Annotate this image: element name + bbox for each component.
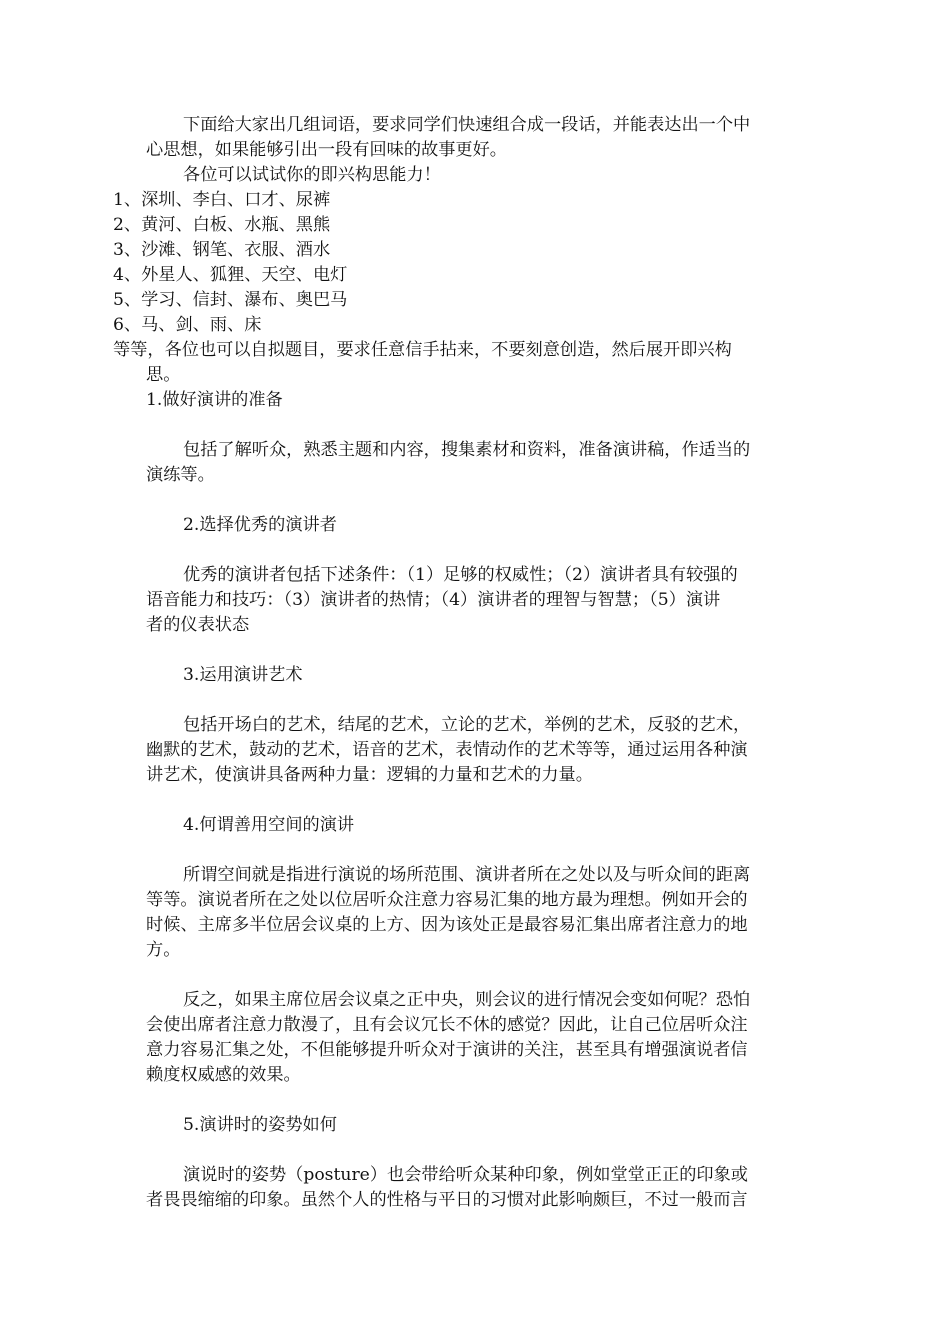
intro-line-3: 各位可以试试你的即兴构思能力！ <box>183 165 441 185</box>
word-group-3: 3、沙滩、钢笔、衣服、酒水 <box>113 240 331 260</box>
section-5-heading: 5.演讲时的姿势如何 <box>183 1115 337 1135</box>
section-3-body-line-2: 幽默的艺术，鼓动的艺术，语音的艺术，表情动作的艺术等等，通过运用各种演 <box>146 740 748 760</box>
closing-line-1: 等等，各位也可以自拟题目，要求任意信手拈来，不要刻意创造，然后展开即兴构 <box>113 340 732 360</box>
word-group-5: 5、学习、信封、瀑布、奥巴马 <box>113 290 348 310</box>
intro-line-2: 心思想，如果能够引出一段有回味的故事更好。 <box>146 140 507 160</box>
section-4-p2-line-1: 反之，如果主席位居会议桌之正中央，则会议的进行情况会变如何呢？恐怕 <box>183 990 751 1010</box>
section-4-p2-line-3: 意力容易汇集之处，不但能够提升听众对于演讲的关注，甚至具有增强演说者信 <box>146 1040 748 1060</box>
section-2-body-line-3: 者的仪表状态 <box>146 615 250 635</box>
closing-line-2: 思。 <box>146 365 181 385</box>
section-4-heading: 4.何谓善用空间的演讲 <box>183 815 355 835</box>
section-4-p2-line-2: 会使出席者注意力散漫了，且有会议冗长不休的感觉？因此，让自己位居听众注 <box>146 1015 748 1035</box>
word-group-1: 1、深圳、李白、口才、尿裤 <box>113 190 331 210</box>
section-4-p1-line-1: 所谓空间就是指进行演说的场所范围、演讲者所在之处以及与听众间的距离 <box>183 865 751 885</box>
word-group-6: 6、马、剑、雨、床 <box>113 315 262 335</box>
section-3-body-line-3: 讲艺术，使演讲具备两种力量：逻辑的力量和艺术的力量。 <box>146 765 593 785</box>
section-3-body-line-1: 包括开场白的艺术，结尾的艺术，立论的艺术，举例的艺术，反驳的艺术， <box>183 715 751 735</box>
word-group-4: 4、外星人、狐狸、天空、电灯 <box>113 265 348 285</box>
section-2-body-line-2: 语音能力和技巧：（3）演讲者的热情；（4）演讲者的理智与智慧；（5）演讲 <box>146 590 721 610</box>
word-group-2: 2、黄河、白板、水瓶、黑熊 <box>113 215 331 235</box>
section-1-body-line-1: 包括了解听众，熟悉主题和内容，搜集素材和资料，准备演讲稿，作适当的 <box>183 440 751 460</box>
section-1-heading: 1.做好演讲的准备 <box>146 390 283 410</box>
section-2-heading: 2.选择优秀的演讲者 <box>183 515 337 535</box>
section-3-heading: 3.运用演讲艺术 <box>183 665 303 685</box>
section-2-body-line-1: 优秀的演讲者包括下述条件：（1）足够的权威性；（2）演讲者具有较强的 <box>183 565 738 585</box>
section-4-p1-line-3: 时候、主席多半位居会议桌的上方、因为该处正是最容易汇集出席者注意力的地 <box>146 915 748 935</box>
section-5-body-line-2: 者畏畏缩缩的印象。虽然个人的性格与平日的习惯对此影响颇巨，不过一般而言 <box>146 1190 748 1210</box>
intro-line-1: 下面给大家出几组词语，要求同学们快速组合成一段话，并能表达出一个中 <box>183 115 751 135</box>
section-4-p1-line-2: 等等。演说者所在之处以位居听众注意力容易汇集的地方最为理想。例如开会的 <box>146 890 748 910</box>
section-4-p1-line-4: 方。 <box>146 940 181 960</box>
section-5-body-line-1: 演说时的姿势（posture）也会带给听众某种印象，例如堂堂正正的印象或 <box>183 1165 748 1185</box>
section-4-p2-line-4: 赖度权威感的效果。 <box>146 1065 301 1085</box>
section-1-body-line-2: 演练等。 <box>146 465 215 485</box>
